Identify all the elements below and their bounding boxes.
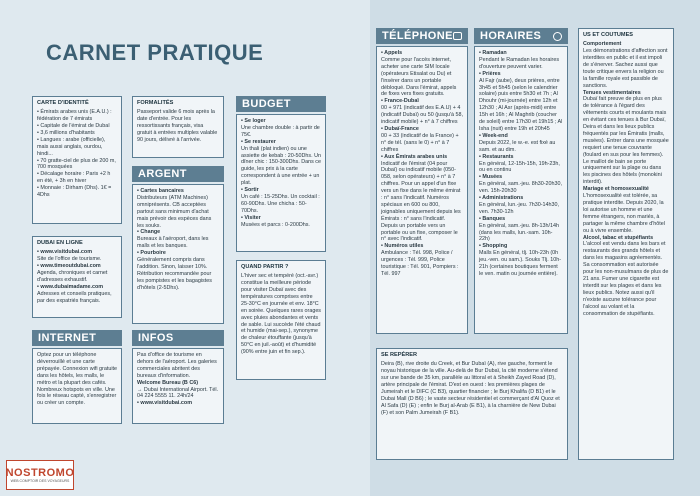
- infos-extra: → Dubai International Airport. Tél. 04 224 5555 11. 24h/24: [137, 386, 219, 400]
- horaires-title: HORAIRES: [480, 30, 542, 42]
- us-label: Mariage et homosexualité: [583, 186, 649, 193]
- horaires-text: Depuis 2022, le w.-e. est fixé au sam. et au dim.: [479, 139, 556, 153]
- argent-label: • Cartes bancaires: [137, 188, 184, 194]
- dubai-en-ligne-title: DUBAI EN LIGNE: [37, 240, 83, 246]
- argent-text: Distributeurs (ATM Machines) omniprésents. CB acceptées partout sans minimum d'achat mais prévoir des espèces dans les souks.: [137, 194, 212, 229]
- budget-label: • Se loger: [241, 118, 266, 124]
- tel-text: Indicatif de l'émirat (04 pour Dubaï) ou indicatif mobile (050-058, selon opérateurs) + n° à 7 chiffres. Pour un appel d'un fixe vers un fixe dans le même émirat : n° sans l'indicatif. Numéros spéciaux en 600 ou 800, joignables uniquement depuis les Émirats : n° sans l'indicatif. Depuis un portable vers un portable ou un fixe, composer le n° avec l'indicatif.: [381, 160, 461, 243]
- carte-identite-box: [32, 96, 122, 224]
- se-reperer-box: [376, 348, 568, 460]
- horaires-label: • Ramadan: [479, 50, 507, 56]
- quand-partir-text: L'hiver sec et tempéré (oct.-avr.) constitue la meilleure période pour visiter Dubaï avec des températures comprises entre 25-30°C en journée et env. 18°C en soirée. Quelques rares orages avec pluies abondantes et vents de sable. Lui succède l'été chaud et humide (mai-sep.), synonyme de chaleur étouffante (jusqu'à 50°C en juil.-août) et d'humidité (90% entre juin et fin sep.).: [241, 273, 322, 356]
- tel-text: 00 + 33 (indicatif de la France) + n° de tél. (sans le 0) + n° à 7 chiffres: [381, 132, 459, 153]
- logo-name: NOSTROMO: [5, 467, 75, 479]
- dubai-en-ligne-box: [32, 236, 122, 318]
- tel-label: • Dubaï-France: [381, 125, 419, 132]
- formalites-text: Passeport valide 6 mois après la date d'entrée. Pour les ressortissants français, visa gratuit à entrées multiples valable 90 jours, délivré à l'arrivée.: [137, 109, 218, 143]
- horaires-label: • Administrations: [479, 195, 524, 202]
- us-text: Dubaï fait preuve de plus en plus de tolérance à l'égard des vêtements courts et moulants mais en évitant ces tenues à Bur Dubaï, Deira et dans les lieux publics fréquentés par les Émiratis (malls, musées). Entrer dans une mosquée requiert une tenue couvrante (foulard en sus pour les femmes). Le maillot de bain se porte uniquement sur la plage ou dans les piscines des hôtels (monokini interdit).: [583, 96, 669, 186]
- tel-text: Ambulance : Tél. 998, Police / urgences : Tél. 999, Police touristique : Tél. 901, Pompiers : Tél. 997: [381, 250, 459, 277]
- telephone-heading: [376, 28, 468, 44]
- argent-heading: ARGENT: [132, 166, 224, 182]
- formalites-box: [132, 96, 224, 158]
- quand-partir-box: [236, 260, 326, 380]
- nostromo-logo: [6, 460, 74, 490]
- us-text: Les démonstrations d'affection sont interdites en public et il est impoli de s'énerver. Sachez aussi que toute critique envers la religion ou la famille royale est passible de sanctions.: [583, 48, 668, 89]
- horaires-label: • Shopping: [479, 243, 508, 250]
- phone-icon: [453, 32, 462, 40]
- link-timeoutdubai[interactable]: • www.timeoutdubai.com: [37, 262, 101, 269]
- argent-text: Généralement compris dans l'addition. Sinon, laisser 10%. Rétribution recommandée pour les pompistes et les bagagistes d'hôtels (2-5Dhs).: [137, 257, 212, 291]
- horaires-text: En général, 12-15h-15h, 19h-23h, ou en continu: [479, 160, 560, 174]
- horaires-label: • Restaurants: [479, 153, 514, 160]
- list-item: • Émirats arabes unis (E.A.U.) : fédération de 7 émirats: [37, 109, 112, 123]
- budget-label: • Sortir: [241, 187, 259, 194]
- infos-url[interactable]: • www.visitdubai.com: [137, 400, 193, 407]
- link-dubaimadame[interactable]: • www.dubaimadame.com: [37, 283, 104, 290]
- link-visitdubai[interactable]: • www.visitdubai.com: [37, 249, 93, 256]
- list-item: • 3,6 millions d'habitants: [37, 129, 95, 136]
- infos-box: [132, 348, 224, 424]
- internet-heading: INTERNET: [32, 330, 122, 346]
- horaires-box: [474, 46, 568, 334]
- argent-text: Bureaux à l'aéroport, dans les malls et les banques.: [137, 236, 209, 250]
- us-coutumes-box: [578, 28, 674, 460]
- horaires-text: En général, sam.-jeu. 8h30-20h30, ven. 15h-20h30: [479, 181, 563, 195]
- link-desc: Agenda, chroniques et carnet d'adresses exhaustif.: [37, 269, 108, 283]
- quand-partir-title: QUAND PARTIR ?: [241, 264, 289, 270]
- list-item: • Langues : arabe (officielle), mais aussi anglais, ourdou, hindi...: [37, 136, 106, 157]
- telephone-title: TÉLÉPHONE: [382, 30, 453, 42]
- horaires-label: • Week-end: [479, 132, 508, 139]
- se-reperer-title: SE REPÉRER: [381, 352, 418, 358]
- horaires-text: Pendant le Ramadan les horaires d'ouverture peuvent varier.: [479, 56, 560, 70]
- internet-text: Optez pour un téléphone déverrouillé et une carte prépayée. Connexion wifi gratuite dans les hôtels, les malls, le métro et la plupart des cafés. Nombreux hotspots en ville. Une fois le réseau capté, s'enregistrer ou créer un compte.: [37, 352, 118, 407]
- horaires-label: • Musées: [479, 174, 503, 181]
- tel-label: • Numéros utiles: [381, 243, 424, 250]
- tel-text: Comme pour l'accès internet, acheter une carte SIM locale (opérateurs Etisalat ou Du) et l'insérer dans un portable débloqué. Dans l'émirat, appels de fixes vers fixes gratuits.: [381, 56, 457, 98]
- telephone-box: [376, 46, 468, 334]
- tel-label: • Aux Émirats arabes unis: [381, 153, 448, 160]
- infos-text: Pas d'office de tourisme en dehors de l'aéroport. Les galeries commerciales abritent des bureaux d'information.: [137, 352, 217, 379]
- horaires-text: Malls En général, tlj. 10h-23h (0h jeu.-ven. ou sam.). Souks Tlj. 10h-21h (certaines boutiques ferment le ven. matin ou journée entière).: [479, 250, 561, 277]
- horaires-label: • Banques: [479, 215, 506, 222]
- us-coutumes-title: US ET COUTUMES: [583, 32, 634, 38]
- page-title: CARNET PRATIQUE: [46, 40, 264, 65]
- budget-text: Un café : 15-25Dhs. Un cocktail : 60-90Dhs. Une chicha : 50-70Dhs.: [241, 193, 320, 214]
- argent-box: [132, 184, 224, 324]
- tel-text: 00 + 971 (indicatif des E.A.U) + 4 (indicatif Dubaï) ou 50 (jusqu'à 58, indicatif mobile) + n° à 7 chiffres: [381, 105, 463, 126]
- budget-label: • Se restaurer: [241, 138, 276, 145]
- budget-label: • Visiter: [241, 214, 261, 221]
- horaires-text: En général, lun.-jeu. 7h30-14h30, ven. 7h30-12h: [479, 201, 560, 215]
- link-desc: Site de l'office de tourisme.: [37, 256, 102, 263]
- us-label: Alcool, tabac et stupéfiants: [583, 234, 654, 241]
- us-text: L'homosexualité est tolérée, sa pratique interdite. Depuis 2020, la loi autorise un homme et une femme étrangers, non mariés, à partager la même chambre d'hôtel ou à vivre ensemble.: [583, 193, 665, 234]
- budget-heading: BUDGET: [236, 96, 326, 112]
- tel-label: • France-Dubaï: [381, 98, 419, 105]
- tel-label: • Appels: [381, 50, 403, 56]
- budget-text: Un thali (plat indien) ou une assiette de kebab : 20-50Dhs. Un dîner chic : 150-300Dhs. Dans ce guide, les prix à la carte correspondent à une entrée + un plat.: [241, 145, 322, 187]
- clock-icon: [553, 32, 562, 41]
- logo-subtitle: WEB COMPTOIR DES VOYAGEURS: [10, 479, 70, 483]
- se-reperer-text: Deira (B), rive droite du Creek, et Bur Dubaï (A), rive gauche, forment le noyau historique de la ville. Au-delà de Bur Dubaï, la cité moderne s'étend sur une bande de 35 km, parallèle au littoral et à Sheikh Zayed Road (D), artère principale de l'émirat. D'est en ouest : les premières plages de Jumeirah et le DIFC (C B3), quartier financier ; le Burj Khalifa (D B1) et le Dubai Mall (D B6) ; le vaste secteur résidentiel et commerçant d'Al Quoz et Al Safa (D) (E) ; enfin le Burj al-Arab (E B1), à la charnière de New Dubai (F) et son Palm Jumeirah (F B1).: [381, 361, 560, 416]
- us-text: L'alcool est vendu dans les bars et restaurants des grands hôtels et dans les magasins agréementés. Sa consommation est autorisée pour les non-musulmans de plus de 21 ans. Fumer une cigarette est interdit sur les plages et dans les lieux publics. Notez aussi qu'il n'existe aucune tolérance pour l'alcool au volant et la consommation de stupéfiants.: [583, 241, 669, 317]
- argent-label: • Change: [137, 229, 161, 236]
- horaires-text: Al Fajr (aube), deux prières, entre 3h45 et 5h45 (selon le calendrier solaire) puis entre 5h30 et 7h ; Al Dhouhr (mi-journée) entre 12h et 12h30 ; Al Asr (après-midi) entre 15h et 16h ; Al Maghrib (coucher de soleil) entre 17h30 et 19h15 ; Al Isha (nuit) entre 19h et 20h45: [479, 77, 563, 132]
- list-item: • Monnaie : Dirham (Dhs). 1€ = 4Dhs: [37, 185, 112, 199]
- list-item: • 70 gratte-ciel de plus de 200 m, 700 mosquées: [37, 157, 116, 171]
- budget-text: Musées et parcs : 0-200Dhs.: [241, 221, 310, 228]
- us-label: Tenues vestimentaires: [583, 89, 641, 96]
- link-desc: Adresses et conseils pratiques, par des expatriés français.: [37, 290, 112, 304]
- horaires-heading: [474, 28, 568, 44]
- internet-box: [32, 348, 122, 424]
- horaires-label: • Prières: [479, 70, 501, 77]
- carte-identite-list: [37, 109, 117, 199]
- formalites-title: FORMALITÉS: [137, 100, 174, 106]
- budget-box: [236, 114, 326, 252]
- us-label: Comportement: [583, 41, 622, 48]
- list-item: • Décalage horaire : Paris +2 h en été, + 3h en hiver: [37, 171, 111, 185]
- budget-text: Une chambre double : à partir de 75€.: [241, 124, 320, 138]
- argent-label: • Pourboire: [137, 250, 166, 257]
- infos-bureau: Welcome Bureau (B C6): [137, 379, 199, 386]
- list-item: • Capitale de l'émirat de Dubaï: [37, 122, 110, 129]
- horaires-text: En général, sam.-jeu. 8h-13h/14h (dans les malls, lun.-sam. 10h-22h): [479, 222, 560, 243]
- carte-identite-title: CARTE D'IDENTITÉ: [37, 100, 89, 106]
- infos-heading: INFOS: [132, 330, 224, 346]
